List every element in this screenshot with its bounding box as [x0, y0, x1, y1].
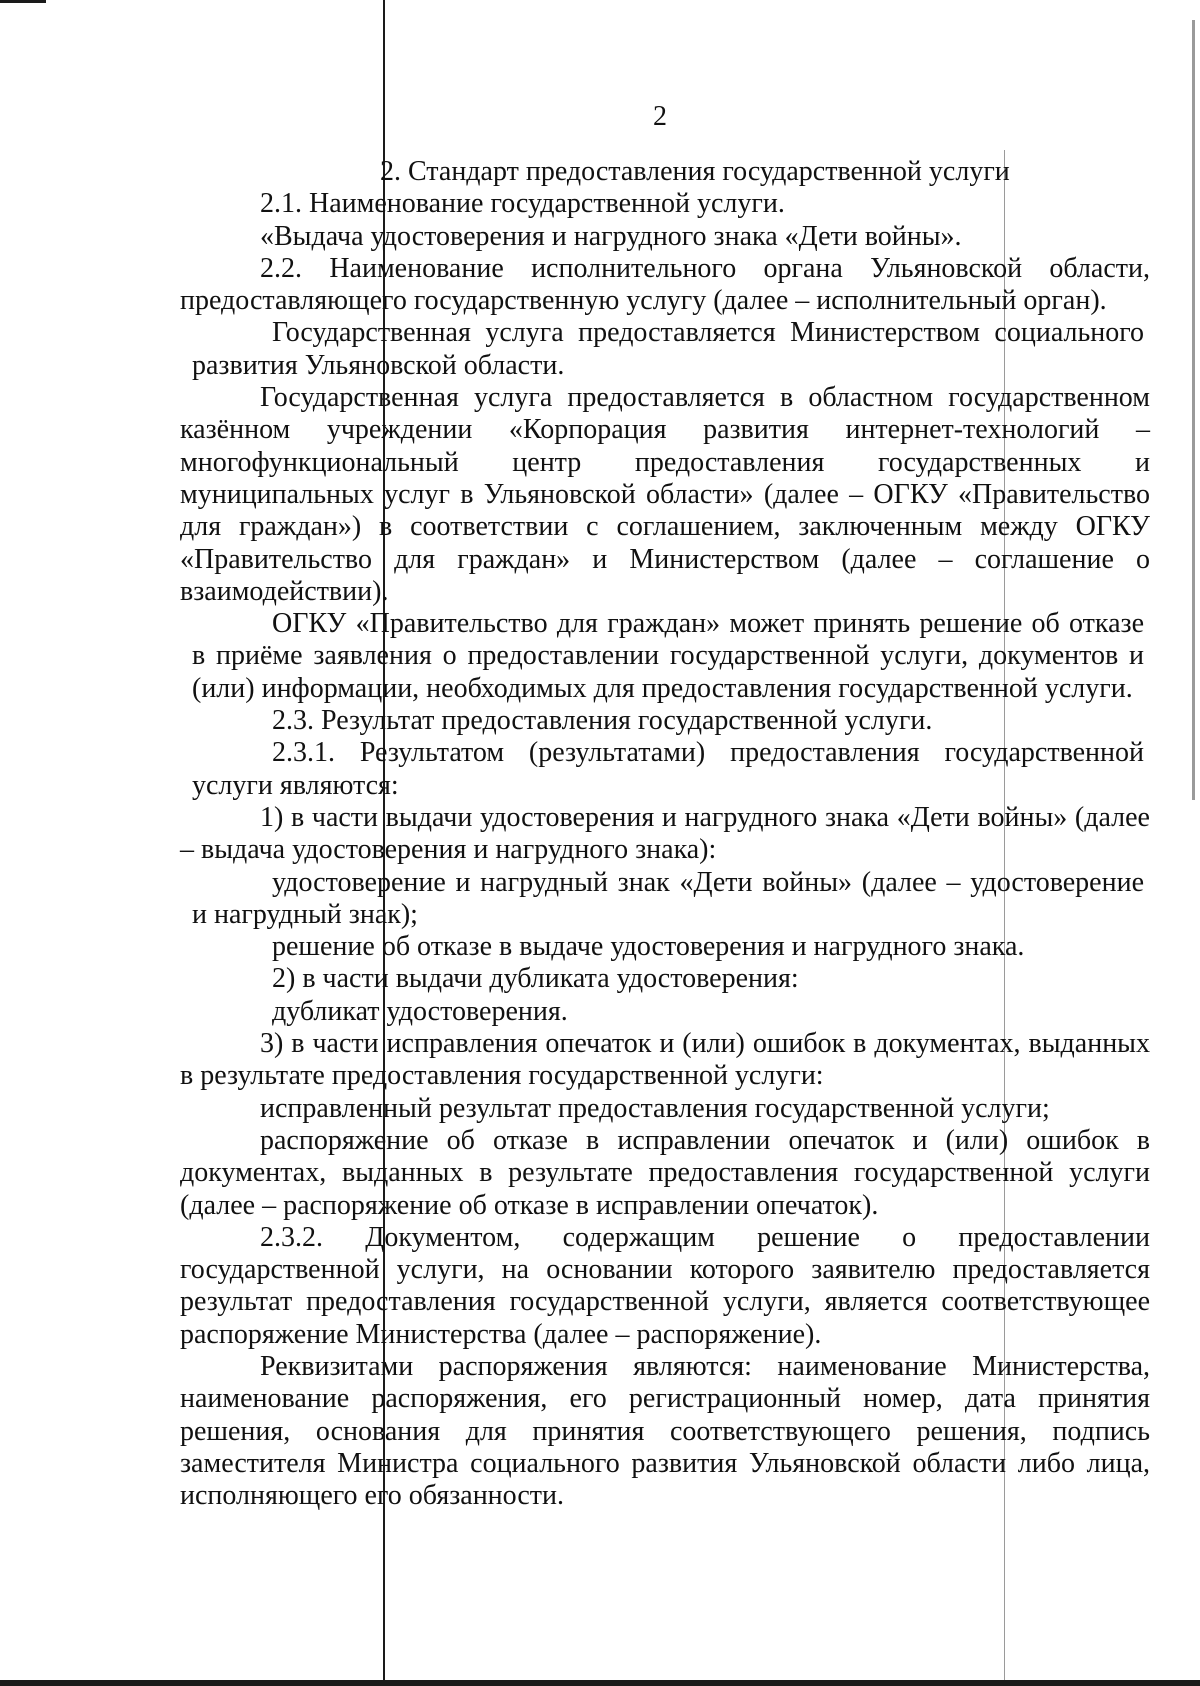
- paragraph: «Выдача удостоверения и нагрудного знака «Дети войны».: [260, 220, 962, 252]
- document-body: [180, 156, 1150, 1512]
- paragraph: удостоверение и нагрудный знак «Дети войны» (далее – удостоверение и нагрудный знак);: [192, 866, 1144, 930]
- paragraph: 3) в части исправления опечаток и (или) ошибок в документах, выданных в результате предоставления государственной услуги:: [180, 1028, 1150, 1092]
- scan-edge-right: [1192, 20, 1195, 800]
- paragraph: исправленный результат предоставления государственной услуги;: [260, 1092, 1050, 1124]
- paragraph: 2) в части выдачи дубликата удостоверения:: [272, 963, 799, 995]
- paragraph: 2.2. Наименование исполнительного органа Ульяновской области, предоставляющего государственную услугу (далее – исполнительный орган).: [180, 252, 1150, 317]
- paragraph: Государственная услуга предоставляется Министерством социального развития Ульяновской области.: [192, 317, 1144, 381]
- paragraph: Государственная услуга предоставляется в областном государственном казённом учреждении «Корпорация развития интернет-технологий – многофункциональный центр предоставления государственных и муниципальных услуг в Ульяновской области» (далее – ОГКУ «Правительство для граждан») в соответствии с соглашением, заключенным между ОГКУ «Правительство для граждан» и Министерством (далее – соглашение о взаимодействии).: [180, 382, 1150, 607]
- paragraph: Реквизитами распоряжения являются: наименование Министерства, наименование распоряжения, его регистрационный номер, дата принятия решения, основания для принятия соответствующего решения, подпись заместителя Министра социального развития Ульяновской области либо лица, исполняющего его обязанности.: [180, 1350, 1150, 1512]
- paragraph: 2.3.1. Результатом (результатами) предоставления государственной услуги являются:: [192, 737, 1144, 801]
- scan-edge-bottom: [0, 1680, 1200, 1686]
- paragraph: ОГКУ «Правительство для граждан» может принять решение об отказе в приёме заявления о предоставлении государственной услуги, документов и (или) информации, необходимых для предоставления государственной услуги.: [192, 608, 1144, 704]
- paragraph: 2.3.2. Документом, содержащим решение о предоставлении государственной услуги, на основании которого заявителю предоставляется результат предоставления государственной услуги, является соответствующее распоряжение Министерства (далее – распоряжение).: [180, 1221, 1150, 1350]
- section-heading: 2. Стандарт предоставления государственной услуги: [380, 156, 1010, 187]
- page-number: 2: [653, 101, 667, 132]
- paragraph: дубликат удостоверения.: [272, 995, 568, 1027]
- paragraph: 1) в части выдачи удостоверения и нагрудного знака «Дети войны» (далее – выдача удостоверения и нагрудного знака):: [180, 801, 1150, 866]
- paragraph: 2.1. Наименование государственной услуги.: [260, 188, 785, 220]
- scan-edge-top-left: [0, 0, 46, 3]
- paragraph: 2.3. Результат предоставления государственной услуги.: [272, 705, 933, 737]
- paragraph: решение об отказе в выдаче удостоверения и нагрудного знака.: [272, 931, 1025, 963]
- paragraph: распоряжение об отказе в исправлении опечаток и (или) ошибок в документах, выданных в результате предоставления государственной услуги (далее – распоряжение об отказе в исправлении опечаток).: [180, 1124, 1150, 1221]
